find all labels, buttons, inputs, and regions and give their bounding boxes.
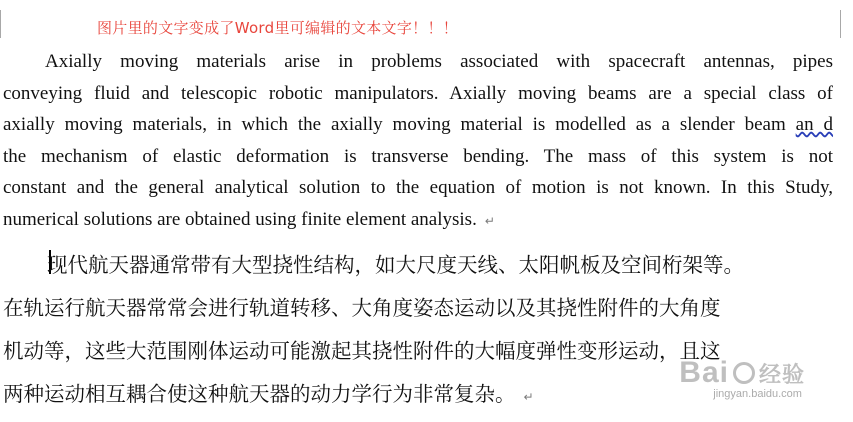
english-line-2[interactable]: conveying fluid and telescopic robotic manipulators. Axially moving beams are a special class of	[3, 82, 833, 104]
caption-text: 图片里的文字变成了Word里可编辑的文本文字！！！	[97, 19, 459, 37]
paw-icon	[733, 362, 755, 384]
paragraph-mark-icon: ↵	[484, 213, 495, 228]
watermark-url: jingyan.baidu.com	[713, 388, 802, 400]
spell-check-flagged-word[interactable]: an d	[795, 114, 834, 135]
watermark-logo	[679, 356, 805, 390]
english-line-6-text[interactable]: numerical solutions are obtained using finite element analysis.	[3, 208, 477, 230]
chinese-line-3[interactable]: 机动等，这些大范围刚体运动可能激起其挠性附件的大幅度弹性变形运动，且这	[3, 339, 721, 363]
chinese-line-4-text[interactable]: 两种运动相互耦合使这种航天器的动力学行为非常复杂。	[3, 382, 516, 406]
margin-corner-top-left	[0, 10, 1, 38]
english-line-3[interactable]	[3, 109, 833, 141]
english-paragraph[interactable]	[3, 46, 833, 237]
margin-corner-top-right	[840, 10, 841, 38]
watermark-logo-suffix: 经验	[758, 362, 805, 388]
chinese-line-1[interactable]: 现代航天器通常带有大型挠性结构，如大尺度天线、太阳帆板及空间桁架等。	[47, 253, 744, 277]
baidu-watermark	[679, 356, 805, 400]
english-line-3-text[interactable]: axially moving materials, in which the axially moving material is modelled as a slender beam	[3, 114, 796, 135]
english-line-6[interactable]	[3, 204, 833, 238]
watermark-logo-text: Bai	[679, 356, 729, 389]
chinese-line-2[interactable]: 在轨运行航天器常常会进行轨道转移、大角度姿态运动以及其挠性附件的大角度	[3, 296, 721, 320]
english-line-5[interactable]: constant and the general analytical solution to the equation of motion is not known. In this Study,	[3, 177, 833, 198]
english-line-1[interactable]: Axially moving materials arise in problems associated with spacecraft antennas, pipes	[45, 51, 833, 72]
paragraph-mark-icon: ↵	[523, 390, 534, 404]
english-line-4[interactable]: the mechanism of elastic deformation is transverse bending. The mass of this system is not	[3, 145, 833, 167]
